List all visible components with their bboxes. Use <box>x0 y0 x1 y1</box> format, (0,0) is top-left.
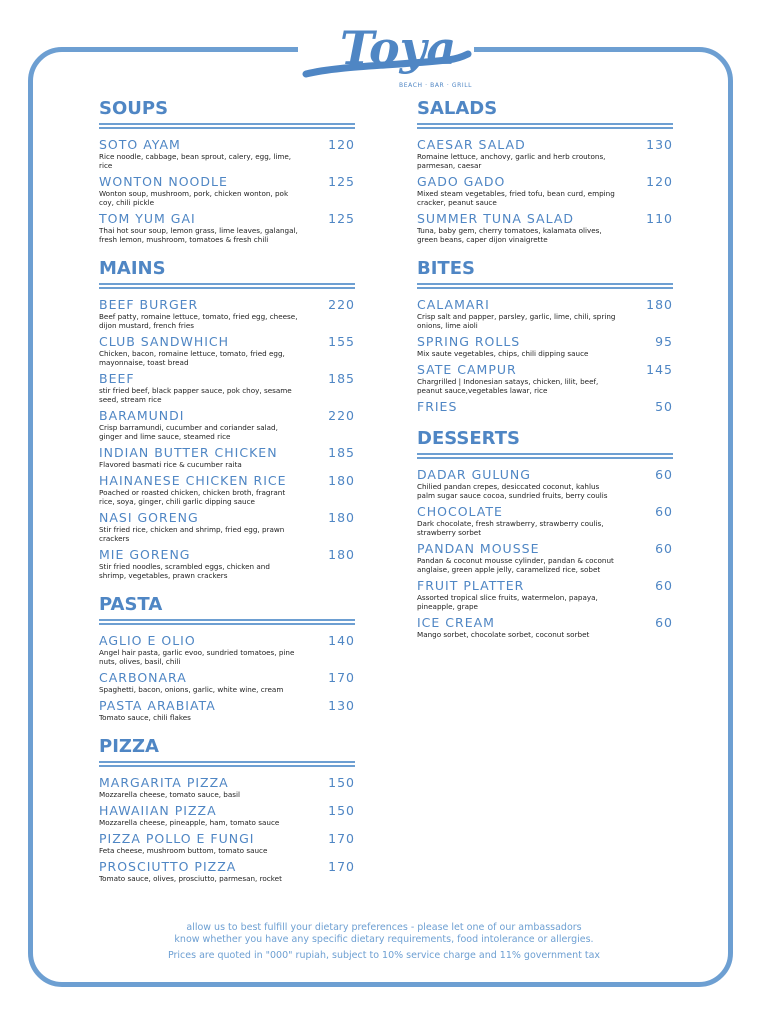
menu-item-name: CARBONARA <box>99 670 187 685</box>
menu-item-description: Chicken, bacon, romaine lettuce, tomato, fried egg, mayonnaise, toast bread <box>99 349 285 367</box>
menu-section-pizza <box>99 736 355 883</box>
section-divider <box>417 283 673 289</box>
menu-item-description: Mozzarella cheese, tomato sauce, basil <box>99 790 241 799</box>
brand-tagline: BEACH · BAR · GRILL <box>399 82 473 89</box>
menu-item-name: MIE GORENG <box>99 547 191 562</box>
menu-item-name: SPRING ROLLS <box>417 334 521 349</box>
menu-item-description: Stir fried rice, chicken and shrimp, fried egg, prawn crackers <box>99 525 285 543</box>
menu-item-description: Spaghetti, bacon, onions, garlic, white wine, cream <box>99 685 284 694</box>
menu-item <box>99 408 355 441</box>
menu-item-name: CLUB SANDWHICH <box>99 334 230 349</box>
menu-item-name: ICE CREAM <box>417 615 495 630</box>
menu-section-mains <box>99 258 355 580</box>
menu-item-description: Rice noodle, cabbage, bean sprout, calery, egg, lime, rice <box>99 152 292 170</box>
menu-item-price: 150 <box>328 803 355 818</box>
menu-item-price: 140 <box>328 633 355 648</box>
menu-item <box>99 371 355 404</box>
menu-item-row <box>417 297 673 312</box>
section-title: DESSERTS <box>417 428 520 449</box>
menu-item <box>417 615 673 639</box>
menu-item <box>417 467 673 500</box>
menu-item <box>417 334 673 358</box>
menu-item-row <box>417 578 673 593</box>
section-title: PASTA <box>99 594 163 615</box>
menu-item-description: Mango sorbet, chocolate sorbet, coconut sorbet <box>417 630 590 639</box>
menu-item-row <box>417 504 673 519</box>
menu-item <box>99 174 355 207</box>
menu-item <box>417 362 673 395</box>
menu-item-row <box>417 362 673 377</box>
menu-item-name: HAINANESE CHICKEN RICE <box>99 473 287 488</box>
menu-item-name: BEEF <box>99 371 135 386</box>
menu-item-price: 120 <box>646 174 673 189</box>
menu-item-row <box>417 137 673 152</box>
menu-item-description: Crisp barramundi, cucumber and coriander salad, ginger and lime sauce, steamed rice <box>99 423 278 441</box>
menu-item-name: HAWAIIAN PIZZA <box>99 803 217 818</box>
menu-section-pasta <box>99 594 355 722</box>
menu-item-description: Mozzarella cheese, pineapple, ham, tomato sauce <box>99 818 280 827</box>
menu-item-description: Dark chocolate, fresh strawberry, strawberry coulis, strawberry sorbet <box>417 519 604 537</box>
menu-item-description: Crisp salt and papper, parsley, garlic, lime, chili, spring onions, lime aioli <box>417 312 616 330</box>
menu-item-price: 180 <box>328 473 355 488</box>
left-column <box>99 98 355 897</box>
menu-item-description: Chargrilled | Indonesian satays, chicken, lilit, beef, peanut sauce,vegetables lawar, rice <box>417 377 599 395</box>
menu-item-row <box>99 211 355 226</box>
menu-item-price: 60 <box>655 541 673 556</box>
menu-item-price: 180 <box>328 547 355 562</box>
menu-item-description: Mix saute vegetables, chips, chili dipping sauce <box>417 349 589 358</box>
menu-item-name: FRUIT PLATTER <box>417 578 525 593</box>
menu-item-row <box>99 510 355 525</box>
menu-item-row <box>99 547 355 562</box>
menu-item-row <box>99 670 355 685</box>
menu-item-price: 125 <box>328 174 355 189</box>
menu-item <box>99 137 355 170</box>
right-column <box>417 98 673 653</box>
menu-item <box>417 211 673 244</box>
menu-item <box>417 297 673 330</box>
menu-item <box>99 775 355 799</box>
menu-item-name: INDIAN BUTTER CHICKEN <box>99 445 278 460</box>
menu-item <box>99 859 355 883</box>
menu-section-bites <box>417 258 673 414</box>
menu-item-row <box>99 859 355 874</box>
menu-item-row <box>99 775 355 790</box>
menu-item-price: 145 <box>646 362 673 377</box>
menu-item <box>99 831 355 855</box>
section-divider <box>417 453 673 459</box>
menu-item-name: GADO GADO <box>417 174 506 189</box>
menu-item-row <box>99 633 355 648</box>
menu-item-row <box>99 831 355 846</box>
menu-item <box>99 473 355 506</box>
menu-item-price: 170 <box>328 831 355 846</box>
menu-item-row <box>417 174 673 189</box>
menu-item-description: Mixed steam vegetables, fried tofu, bean curd, emping cracker, peanut sauce <box>417 189 615 207</box>
menu-item-name: CHOCOLATE <box>417 504 503 519</box>
menu-item <box>417 174 673 207</box>
menu-item-price: 50 <box>655 399 673 414</box>
menu-item-row <box>99 803 355 818</box>
menu-item-price: 180 <box>646 297 673 312</box>
menu-item-row <box>417 467 673 482</box>
menu-item-description: Thai hot sour soup, lemon grass, lime leaves, galangal, fresh lemon, mushroom, tomatoes & fresh chili <box>99 226 298 244</box>
menu-item <box>417 504 673 537</box>
menu-item <box>417 578 673 611</box>
menu-item <box>417 137 673 170</box>
section-title: PIZZA <box>99 736 159 757</box>
footer-tax-note: Prices are quoted in "000" rupiah, subject to 10% service charge and 11% government tax <box>167 950 601 961</box>
menu-item-price: 60 <box>655 504 673 519</box>
section-title: BITES <box>417 258 475 279</box>
menu-item-name: BARAMUNDI <box>99 408 185 423</box>
section-divider <box>99 619 355 625</box>
section-divider <box>99 761 355 767</box>
menu-item-name: PASTA ARABIATA <box>99 698 216 713</box>
menu-item-row <box>417 334 673 349</box>
menu-item-price: 150 <box>328 775 355 790</box>
menu-item-price: 60 <box>655 615 673 630</box>
menu-item <box>99 510 355 543</box>
menu-item-name: TOM YUM GAI <box>99 211 196 226</box>
menu-item <box>417 399 673 414</box>
menu-item-name: DADAR GULUNG <box>417 467 531 482</box>
menu-item-description: Chilied pandan crepes, desiccated coconut, kahlus palm sugar sauce cocoa, sundried fruits, berry coulis <box>417 482 608 500</box>
menu-item <box>99 445 355 469</box>
menu-item-description: Feta cheese, mushroom buttom, tomato sauce <box>99 846 268 855</box>
menu-item <box>99 698 355 722</box>
menu-item-description: Poached or roasted chicken, chicken broth, fragrant rice, soya, ginger, chili garlic dipping sauce <box>99 488 286 506</box>
menu-item-price: 180 <box>328 510 355 525</box>
menu-item <box>99 297 355 330</box>
menu-item <box>99 334 355 367</box>
menu-item-description: Assorted tropical slice fruits, watermelon, papaya, pineapple, grape <box>417 593 598 611</box>
menu-item <box>99 547 355 580</box>
menu-item-description: Tomato sauce, olives, prosciutto, parmesan, rocket <box>99 874 282 883</box>
menu-item-description: Stir fried noodles, scrambled eggs, chicken and shrimp, vegetables, prawn crackers <box>99 562 270 580</box>
brand-logo <box>298 20 474 98</box>
menu-item-description: Beef patty, romaine lettuce, tomato, fried egg, cheese, dijon mustard, french fries <box>99 312 298 330</box>
menu-item-row <box>417 615 673 630</box>
menu-item <box>417 541 673 574</box>
menu-item-name: BEEF BURGER <box>99 297 199 312</box>
menu-item-row <box>99 408 355 423</box>
menu-item-row <box>99 137 355 152</box>
toya-logo-mark <box>298 20 474 82</box>
menu-item-name: PANDAN MOUSSE <box>417 541 540 556</box>
menu-item-name: AGLIO E OLIO <box>99 633 196 648</box>
dietary-footer <box>100 922 668 962</box>
menu-item-price: 170 <box>328 670 355 685</box>
footer-line-2: know whether you have any specific dietary requirements, food intolerance or allergies. <box>174 934 594 945</box>
menu-item-name: FRIES <box>417 399 458 414</box>
menu-item-price: 155 <box>328 334 355 349</box>
menu-item-description: Tomato sauce, chili flakes <box>99 713 191 722</box>
menu-item-name: SUMMER TUNA SALAD <box>417 211 575 226</box>
menu-item <box>99 803 355 827</box>
menu-item-row <box>99 698 355 713</box>
menu-item-price: 130 <box>646 137 673 152</box>
menu-item-description: Angel hair pasta, garlic evoo, sundried tomatoes, pine nuts, olives, basil, chili <box>99 648 295 666</box>
menu-item-row <box>99 297 355 312</box>
section-divider <box>417 123 673 129</box>
menu-section-soups <box>99 98 355 244</box>
menu-item-description: Wonton soup, mushroom, pork, chicken wonton, pok coy, chili pickle <box>99 189 289 207</box>
section-title: SOUPS <box>99 98 169 119</box>
menu-item-price: 220 <box>328 297 355 312</box>
footer-line-1: allow us to best fulfill your dietary preferences - please let one of our ambassadors <box>186 922 582 933</box>
menu-item <box>99 670 355 694</box>
menu-item-price: 170 <box>328 859 355 874</box>
menu-item-row <box>99 473 355 488</box>
menu-item-name: CALAMARI <box>417 297 490 312</box>
menu-item-row <box>417 211 673 226</box>
menu-item-price: 220 <box>328 408 355 423</box>
menu-item-price: 185 <box>328 445 355 460</box>
section-divider <box>99 123 355 129</box>
section-title: MAINS <box>99 258 166 279</box>
menu-section-salads <box>417 98 673 244</box>
menu-item-row <box>99 371 355 386</box>
menu-item-name: MARGARITA PIZZA <box>99 775 229 790</box>
menu-item-row <box>99 445 355 460</box>
menu-item-row <box>417 399 673 414</box>
menu-item <box>99 633 355 666</box>
menu-item-description: stir fried beef, black papper sauce, pok choy, sesame seed, stream rice <box>99 386 292 404</box>
menu-item-name: SATE CAMPUR <box>417 362 517 377</box>
menu-item-name: CAESAR SALAD <box>417 137 526 152</box>
menu-item-name: SOTO AYAM <box>99 137 181 152</box>
menu-item-description: Flavored basmati rice & cucumber raita <box>99 460 242 469</box>
menu-item-name: PROSCIUTTO PIZZA <box>99 859 237 874</box>
menu-item <box>99 211 355 244</box>
menu-item-name: WONTON NOODLE <box>99 174 228 189</box>
menu-item-price: 110 <box>646 211 673 226</box>
menu-item-price: 95 <box>655 334 673 349</box>
menu-item-price: 60 <box>655 578 673 593</box>
menu-item-price: 185 <box>328 371 355 386</box>
menu-item-row <box>99 174 355 189</box>
menu-item-row <box>417 541 673 556</box>
menu-item-description: Tuna, baby gem, cherry tomatoes, kalamata olives, green beans, caper dijon vinaigrette <box>417 226 602 244</box>
menu-item-name: NASI GORENG <box>99 510 199 525</box>
menu-item-name: PIZZA POLLO E FUNGI <box>99 831 255 846</box>
brand-name: Toya <box>340 21 457 75</box>
menu-item-description: Romaine lettuce, anchovy, garlic and herb croutons, parmesan, caesar <box>417 152 606 170</box>
menu-item-price: 120 <box>328 137 355 152</box>
menu-section-desserts <box>417 428 673 639</box>
menu-item-price: 125 <box>328 211 355 226</box>
section-title: SALADS <box>417 98 498 119</box>
menu-item-price: 130 <box>328 698 355 713</box>
menu-item-row <box>99 334 355 349</box>
menu-item-price: 60 <box>655 467 673 482</box>
menu-item-description: Pandan & coconut mousse cylinder, pandan & coconut anglaise, green apple jelly, caramelized rice, sobet <box>417 556 614 574</box>
section-divider <box>99 283 355 289</box>
